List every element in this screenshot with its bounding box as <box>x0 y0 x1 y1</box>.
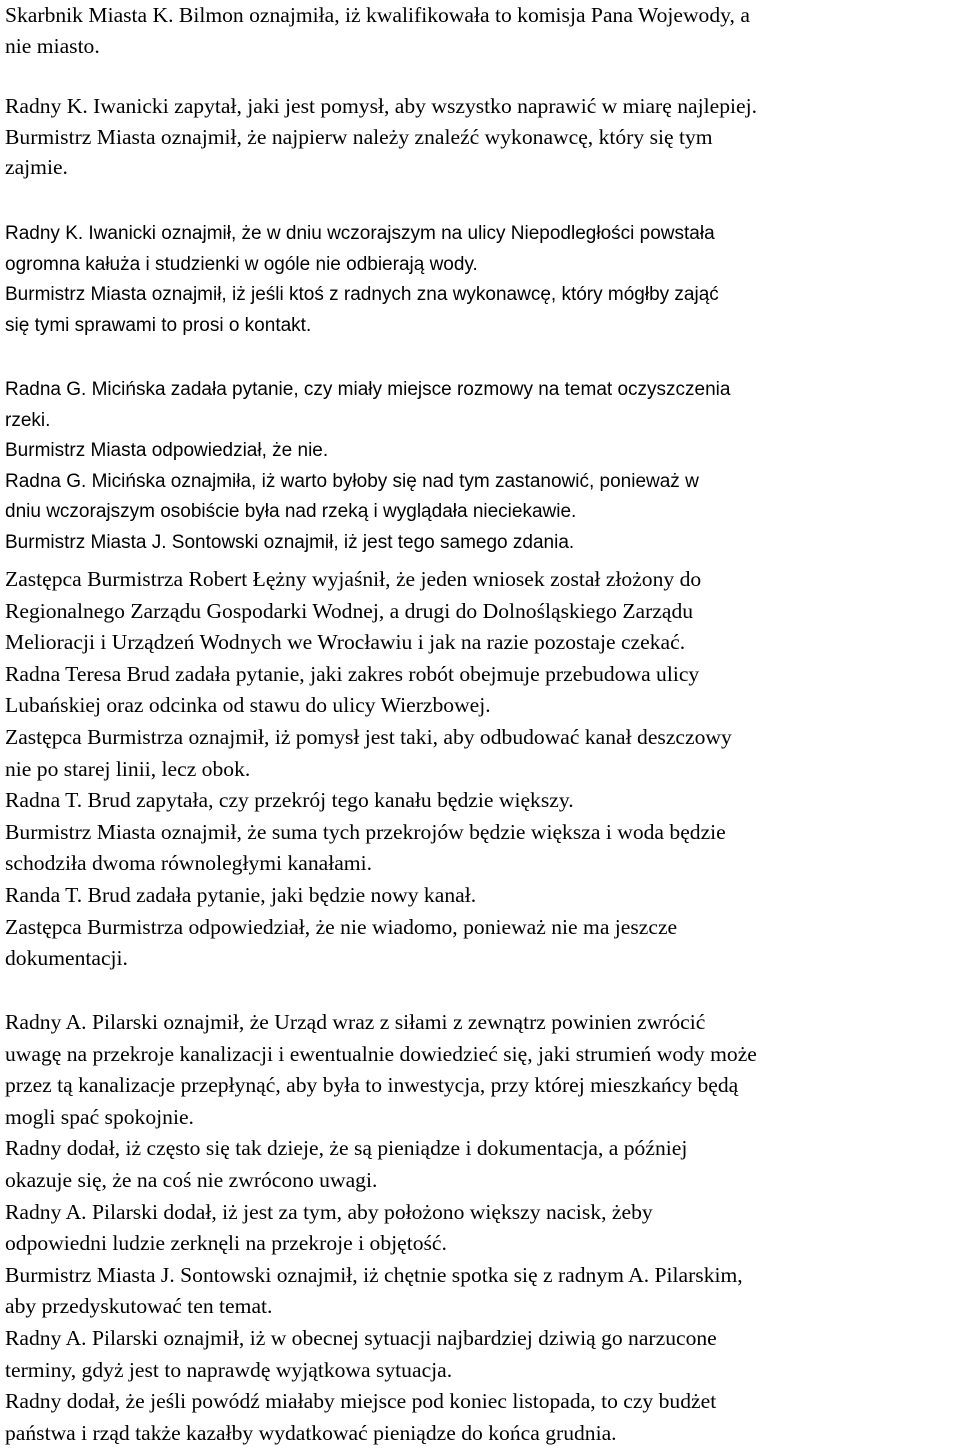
text-line: zajmie. <box>5 155 68 179</box>
text-line: przez tą kanalizacje przepłynąć, aby była to inwestycja, przy której mieszkańcy będą <box>5 1073 739 1098</box>
text-line: się tymi sprawami to prosi o kontakt. <box>5 314 312 336</box>
text-line: Zastępca Burmistrza Robert Łężny wyjaśnił, że jeden wniosek został złożony do <box>5 567 702 591</box>
paragraph-3 <box>5 219 960 341</box>
text-line: Regionalnego Zarządu Gospodarki Wodnej, a drugi do Dolnośląskiego Zarządu <box>5 598 694 623</box>
text-line: Radna G. Micińska oznajmiła, iż warto byłoby się nad tym zastanowić, ponieważ w <box>5 470 699 492</box>
text-line: Radna T. Brud zapytała, czy przekrój tego kanału będzie większy. <box>5 788 574 813</box>
text-line: Burmistrz Miasta J. Sontowski oznajmił, iż chętnie spotka się z radnym A. Pilarskim, <box>5 1262 743 1287</box>
text-line: Radna G. Micińska zadała pytanie, czy miały miejsce rozmowy na temat oczyszczenia <box>5 379 731 400</box>
text-line: Radny K. Iwanicki zapytał, jaki jest pomysł, aby wszystko naprawić w miarę najlepiej. <box>5 94 757 118</box>
text-line: nie po starej linii, lecz obok. <box>5 756 251 781</box>
text-line: uwagę na przekroje kanalizacji i ewentualnie dowiedzieć się, jaki strumień wody może <box>5 1041 757 1066</box>
text-line: aby przedyskutować ten temat. <box>5 1294 273 1319</box>
text-line: nie miasto. <box>5 33 100 58</box>
paragraph-5 <box>5 564 960 975</box>
text-line: Zastępca Burmistrza odpowiedział, że nie wiadomo, ponieważ nie ma jeszcze <box>5 914 678 939</box>
text-line: Radna Teresa Brud zadała pytanie, jaki zakres robót obejmuje przebudowa ulicy <box>5 661 700 686</box>
text-line: odpowiedni ludzie zerknęli na przekroje i objętość. <box>5 1231 447 1256</box>
paragraph-1 <box>5 0 960 61</box>
text-line: Radny A. Pilarski dodał, iż jest za tym, aby położono większy nacisk, żeby <box>5 1199 653 1224</box>
text-line: Radny K. Iwanicki oznajmił, że w dniu wczorajszym na ulicy Niepodległości powstała <box>5 223 715 244</box>
text-line: Burmistrz Miasta odpowiedział, że nie. <box>5 440 329 461</box>
text-line: Burmistrz Miasta oznajmił, że najpierw należy znaleźć wykonawcę, który się tym <box>5 124 713 149</box>
text-line: Burmistrz Miasta oznajmił, iż jeśli ktoś z radnych zna wykonawcę, który mógłby zająć <box>5 284 719 305</box>
text-line: mogli spać spokojnie. <box>5 1104 194 1129</box>
text-line: okazuje się, że na coś nie zwrócono uwagi. <box>5 1167 378 1192</box>
text-line: Radny dodał, iż często się tak dzieje, że są pieniądze i dokumentacja, a później <box>5 1136 688 1161</box>
text-line: Zastępca Burmistrza oznajmił, iż pomysł jest taki, aby odbudować kanał deszczowy <box>5 724 732 749</box>
paragraph-2 <box>5 91 960 183</box>
text-line: Randa T. Brud zadała pytanie, jaki będzie nowy kanał. <box>5 882 477 907</box>
text-line: ogromna kałuża i studzienki w ogóle nie odbierają wody. <box>5 253 478 275</box>
text-line: Radny A. Pilarski oznajmił, że Urząd wraz z siłami z zewnątrz powinien zwrócić <box>5 1010 706 1034</box>
text-line: dokumentacji. <box>5 946 128 971</box>
text-line: Burmistrz Miasta oznajmił, że suma tych przekrojów będzie większa i woda będzie <box>5 819 726 844</box>
text-line: Radny dodał, że jeśli powódź miałaby miejsce pod koniec listopada, to czy budżet <box>5 1389 717 1414</box>
paragraph-4 <box>5 375 960 558</box>
text-line: schodziła dwoma równoległymi kanałami. <box>5 851 372 876</box>
text-line: Burmistrz Miasta J. Sontowski oznajmił, iż jest tego samego zdania. <box>5 531 575 553</box>
text-line: Skarbnik Miasta K. Bilmon oznajmiła, iż kwalifikowała to komisja Pana Wojewody, a <box>5 3 750 27</box>
text-line: państwa i rząd także kazałby wydatkować pieniądze do końca grudnia. <box>5 1420 617 1445</box>
document-page <box>5 0 960 1446</box>
text-line: Radny A. Pilarski oznajmił, iż w obecnej sytuacji najbardziej dziwią go narzucone <box>5 1325 717 1350</box>
text-line: rzeki. <box>5 409 51 431</box>
text-line: Melioracji i Urządzeń Wodnych we Wrocławiu i jak na razie pozostaje czekać. <box>5 630 686 655</box>
text-line: dniu wczorajszym osobiście była nad rzeką i wyglądała nieciekawie. <box>5 501 577 522</box>
text-line: terminy, gdyż jest to naprawdę wyjątkowa sytuacja. <box>5 1357 453 1382</box>
paragraph-6 <box>5 1007 960 1449</box>
text-line: Lubańskiej oraz odcinka od stawu do ulicy Wierzbowej. <box>5 693 491 718</box>
